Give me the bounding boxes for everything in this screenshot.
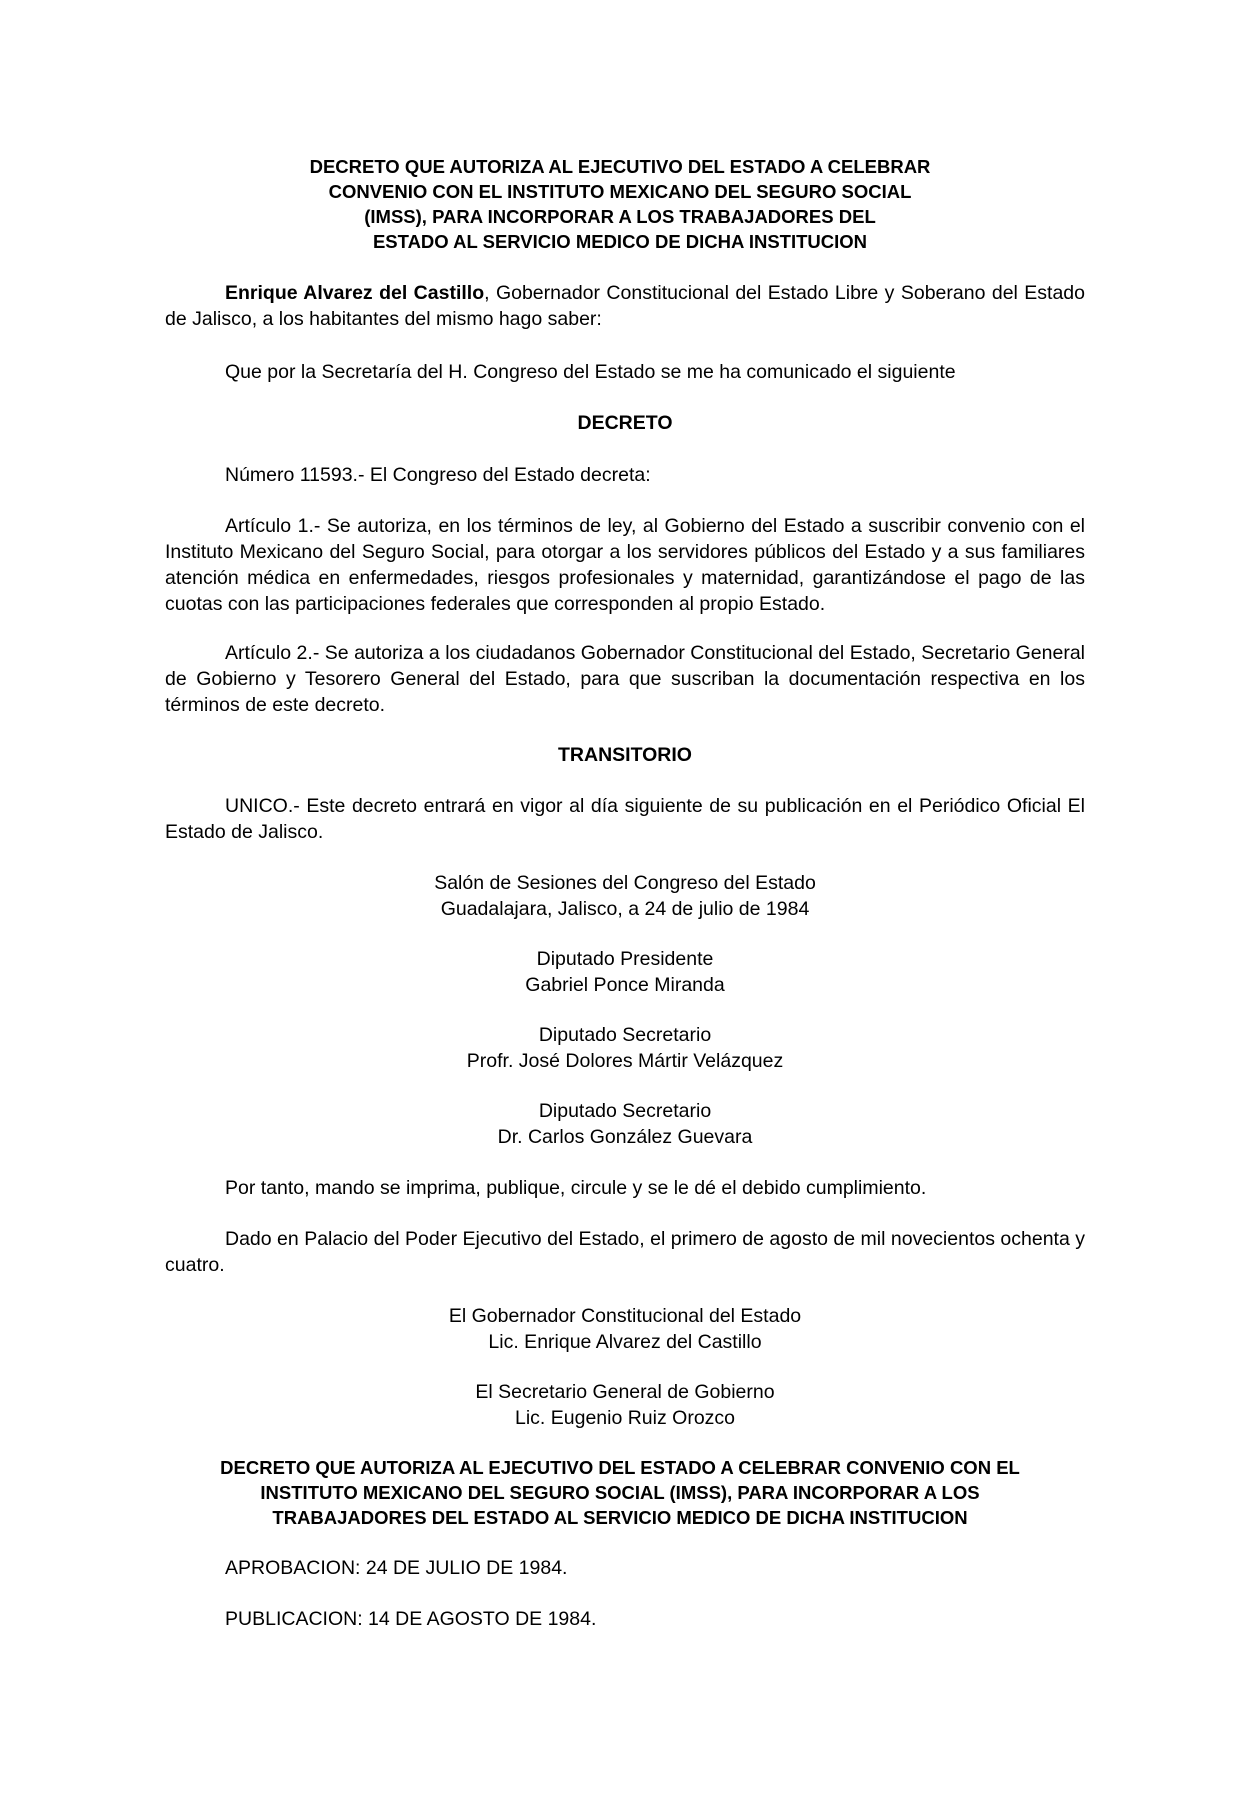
signatory-role: Diputado Secretario	[538, 1024, 712, 1046]
publicacion: PUBLICACION: 14 DE AGOSTO DE 1984.	[225, 1608, 597, 1630]
decreto-heading: DECRETO	[577, 412, 673, 434]
signatory-role: Diputado Secretario	[538, 1100, 712, 1122]
aprobacion: APROBACION: 24 DE JULIO DE 1984.	[225, 1557, 568, 1579]
articulo-1: Artículo 1.- Se autoriza, en los términos de ley, al Gobierno del Estado a suscribir convenio con el Instituto Mexicano del Seguro Social, para otorgar a los servidores públicos del Estado y a sus familiares atención médica en enfermedades, riesgos profesionales y maternidad, garantizándose el pago de las cuotas con las participaciones federales que corresponden al propio Estado.	[165, 515, 1085, 615]
signatory-president	[165, 946, 1085, 998]
governor-name: Enrique Alvarez del Castillo	[225, 282, 485, 304]
intro-paragraph	[165, 280, 1085, 332]
por-tanto-paragraph: Por tanto, mando se imprima, publique, circule y se le dé el debido cumplimiento.	[225, 1177, 927, 1199]
title-line: ESTADO AL SERVICIO MEDICO DE DICHA INSTITUCION	[372, 231, 868, 252]
signatory-role: El Gobernador Constitucional del Estado	[448, 1305, 802, 1327]
footer-title-line: INSTITUTO MEXICANO DEL SEGURO SOCIAL (IMSS), PARA INCORPORAR A LOS	[260, 1482, 980, 1503]
signatory-name: Dr. Carlos González Guevara	[497, 1126, 753, 1148]
unico-paragraph: UNICO.- Este decreto entrará en vigor al día siguiente de su publicación en el Periódico Oficial El Estado de Jalisco.	[165, 795, 1085, 843]
dado-paragraph: Dado en Palacio del Poder Ejecutivo del Estado, el primero de agosto de mil novecientos ochenta y cuatro.	[165, 1228, 1085, 1276]
footer-title-line: DECRETO QUE AUTORIZA AL EJECUTIVO DEL ESTADO A CELEBRAR CONVENIO CON EL	[220, 1457, 1020, 1478]
footer-title	[120, 1455, 1120, 1530]
title-line: DECRETO QUE AUTORIZA AL EJECUTIVO DEL ESTADO A CELEBRAR	[309, 156, 931, 177]
articulo-2: Artículo 2.- Se autoriza a los ciudadanos Gobernador Constitucional del Estado, Secretario General de Gobierno y Tesorero General del Estado, para que suscriban la documentación respectiva en los términos de este decreto.	[165, 642, 1085, 716]
signatory-secretary-general	[165, 1379, 1085, 1431]
session-block	[165, 870, 1085, 922]
signatory-role: El Secretario General de Gobierno	[475, 1381, 775, 1403]
footer-title-line: TRABAJADORES DEL ESTADO AL SERVICIO MEDICO DE DICHA INSTITUCION	[272, 1507, 968, 1528]
numero-paragraph: Número 11593.- El Congreso del Estado decreta:	[225, 464, 651, 486]
signatory-name: Gabriel Ponce Miranda	[525, 974, 725, 996]
signatory-name: Lic. Eugenio Ruiz Orozco	[514, 1407, 736, 1429]
title-line: (IMSS), PARA INCORPORAR A LOS TRABAJADORES DEL	[364, 206, 876, 227]
transitorio-heading: TRANSITORIO	[558, 744, 692, 766]
signatory-secretary-2	[165, 1098, 1085, 1150]
signatory-name: Lic. Enrique Alvarez del Castillo	[488, 1331, 762, 1353]
session-date: Guadalajara, Jalisco, a 24 de julio de 1984	[440, 898, 810, 920]
intro-text: , Gobernador Constitucional del Estado Libre y Soberano del Estado de Jalisco, a los habitantes del mismo hago saber:	[165, 282, 1085, 330]
session-place: Salón de Sesiones del Congreso del Estado	[434, 872, 816, 894]
title-line: CONVENIO CON EL INSTITUTO MEXICANO DEL SEGURO SOCIAL	[328, 181, 912, 202]
document-title	[150, 154, 1090, 254]
signatory-role: Diputado Presidente	[536, 948, 714, 970]
communicated-paragraph: Que por la Secretaría del H. Congreso del Estado se me ha comunicado el siguiente	[225, 361, 956, 383]
signatory-secretary-1	[165, 1022, 1085, 1074]
signatory-governor	[165, 1303, 1085, 1355]
signatory-name: Profr. José Dolores Mártir Velázquez	[466, 1050, 784, 1072]
